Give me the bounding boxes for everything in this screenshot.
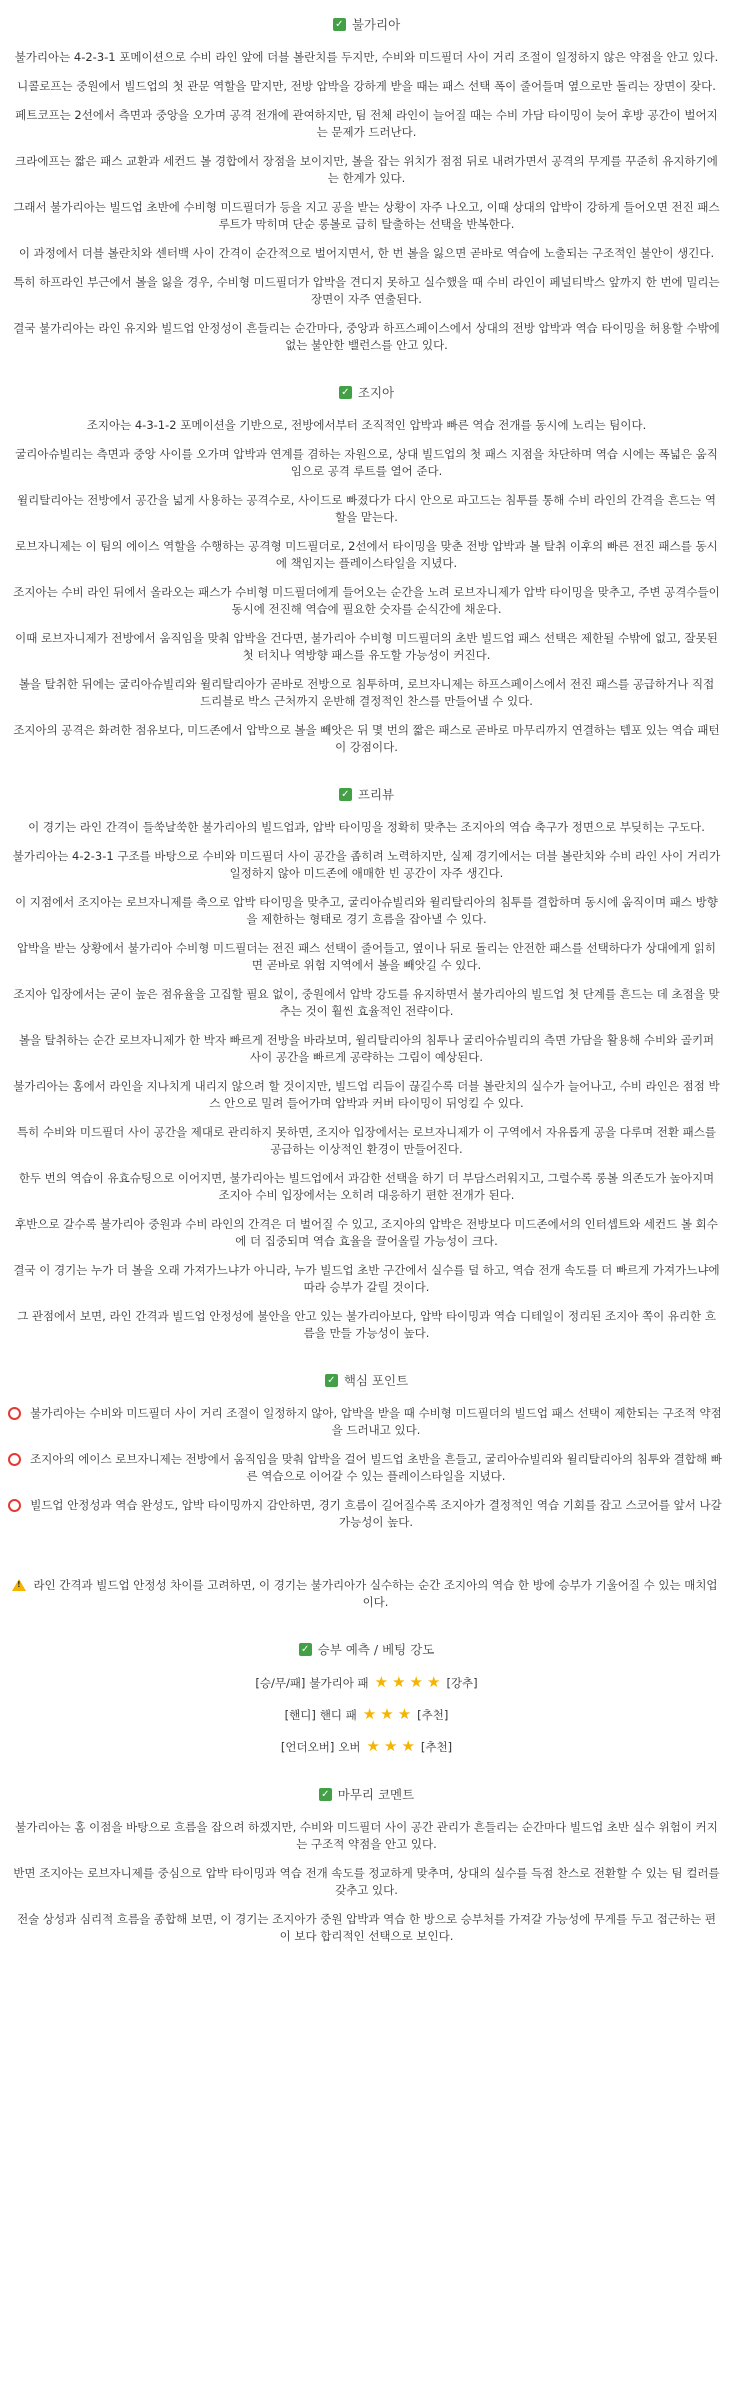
section-heading — [8, 1641, 725, 1658]
star-icon: ★ — [397, 1705, 412, 1723]
star-icon: ★ — [362, 1705, 377, 1723]
check-icon: ✓ — [325, 1374, 338, 1387]
paragraph: 이 과정에서 더블 볼란치와 센터백 사이 간격이 순간적으로 벌어지면서, 한 번 볼을 잃으면 곧바로 역습에 노출되는 구조적인 불안이 생긴다. — [18, 246, 715, 260]
paragraph: 불가리아는 4-2-3-1 포메이션으로 수비 라인 앞에 더블 볼란치를 두지만, 수비와 미드필더 사이 거리 조절이 일정하지 않은 약점을 안고 있다. — [14, 50, 719, 64]
warning-icon — [12, 1579, 26, 1591]
key-point — [8, 1497, 725, 1531]
paragraph: 조지아 입장에서는 굳이 높은 점유율을 고집할 필요 없이, 중원에서 압박 강도를 유지하면서 불가리아의 빌드업 첫 단계를 흔드는 데 초점을 맞추는 것이 훨씬 효율적인 전략이다. — [13, 987, 720, 1018]
key-point-text: 불가리아는 수비와 미드필더 사이 거리 조절이 일정하지 않아, 압박을 받을 때 수비형 미드필더의 빌드업 패스 선택이 제한되는 구조적 약점을 드러내고 있다. — [30, 1406, 722, 1437]
star-icon: ★ — [426, 1673, 441, 1691]
paragraph: 굴리아슈빌리는 측면과 중앙 사이를 오가며 압박과 연계를 겸하는 자원으로, 상대 빌드업의 첫 패스 지점을 차단하며 역습 시에는 폭넓은 움직임으로 공격 루트를 열어 준다. — [15, 447, 718, 478]
section-heading — [8, 384, 725, 401]
section-georgia — [8, 384, 725, 756]
check-icon: ✓ — [339, 788, 352, 801]
section-title: 핵심 포인트 — [343, 1373, 409, 1388]
paragraph: 특히 하프라인 부근에서 볼을 잃을 경우, 수비형 미드필더가 압박을 견디지 못하고 실수했을 때 수비 라인이 페널티박스 앞까지 한 번에 밀리는 장면이 자주 연출된다. — [13, 275, 720, 306]
star-icon: ★ — [374, 1673, 389, 1691]
section-title: 불가리아 — [351, 17, 401, 32]
paragraph: 한두 번의 역습이 유효슈팅으로 이어지면, 불가리아는 빌드업에서 과감한 선택을 하기 더 부담스러워지고, 그럴수록 롱볼 의존도가 높아지며 조지아 수비 입장에서는 오히려 대응하기 편한 전개가 된다. — [18, 1171, 715, 1202]
prediction-pick: 불가리아 패 — [309, 1675, 369, 1690]
paragraph: 결국 불가리아는 라인 유지와 빌드업 안정성이 흔들리는 순간마다, 중앙과 하프스페이스에서 상대의 전방 압박과 역습 타이밍을 허용할 수밖에 없는 불안한 밸런스를 안고 있다. — [13, 321, 720, 352]
red-circle-icon — [8, 1499, 21, 1512]
section-title: 조지아 — [357, 385, 395, 400]
check-icon: ✓ — [339, 386, 352, 399]
section-heading — [8, 786, 725, 803]
section-title: 마무리 코멘트 — [337, 1787, 415, 1802]
star-icon: ★ — [380, 1705, 394, 1723]
section-title: 프리뷰 — [357, 787, 395, 802]
check-icon: ✓ — [299, 1643, 312, 1656]
warning-text: 라인 간격과 빌드업 안정성 차이를 고려하면, 이 경기는 불가리아가 실수하는 순간 조지아의 역습 한 방에 승부가 기울어질 수 있는 매치업이다. — [33, 1578, 718, 1609]
paragraph: 윌리탈리아는 전방에서 공간을 넓게 사용하는 공격수로, 사이드로 빠졌다가 다시 안으로 파고드는 침투를 통해 수비 라인의 간격을 흔드는 역할을 맡는다. — [16, 493, 716, 524]
section-prediction — [8, 1641, 725, 1756]
paragraph: 조지아의 공격은 화려한 점유보다, 미드존에서 압박으로 볼을 빼앗은 뒤 몇 번의 짧은 패스로 곧바로 마무리까지 연결하는 템포 있는 역습 패턴이 강점이다. — [13, 723, 720, 754]
paragraph: 불가리아는 홈에서 라인을 지나치게 내리지 않으려 할 것이지만, 빌드업 리듬이 끊길수록 더블 볼란치의 실수가 늘어나고, 수비 라인은 점점 박스 안으로 밀려 들어가며 압박과 커버 타이밍이 뒤엉킬 수 있다. — [13, 1079, 720, 1110]
star-rating — [361, 1706, 413, 1724]
star-rating — [365, 1738, 417, 1756]
section-bulgaria — [8, 16, 725, 354]
paragraph: 불가리아는 홈 이점을 바탕으로 흐름을 잡으려 하겠지만, 수비와 미드필더 사이 공간 관리가 흔들리는 순간마다 빌드업 초반 실수 위험이 커지는 구조적 약점을 안고 있다. — [15, 1820, 718, 1851]
prediction-row — [8, 1738, 725, 1756]
paragraph: 볼을 탈취한 뒤에는 굴리아슈빌리와 윌리탈리아가 곧바로 전방으로 침투하며, 로브자니제는 하프스페이스에서 전진 패스를 공급하거나 직접 드리블로 박스 근처까지 운반해 결정적인 찬스를 만들어낼 수 있다. — [18, 677, 715, 708]
section-title: 승부 예측 / 베팅 강도 — [317, 1642, 435, 1657]
prediction-row — [8, 1674, 725, 1692]
section-heading — [8, 1786, 725, 1803]
prediction-strength: [추천] — [417, 1707, 449, 1722]
paragraph: 이 지점에서 조지아는 로브자니제를 축으로 압박 타이밍을 맞추고, 굴리아슈빌리와 윌리탈리아의 침투를 결합하며 동시에 움직이며 패스 방향을 제한하는 형태로 경기 흐름을 잡아낼 수 있다. — [15, 895, 718, 926]
paragraph: 페트코프는 2선에서 측면과 중앙을 오가며 공격 전개에 관여하지만, 팀 전체 라인이 늘어질 때는 수비 가담 타이밍이 늦어 후방 공간이 벌어지는 문제가 드러난다. — [15, 108, 718, 139]
key-point — [8, 1451, 725, 1485]
paragraph: 그 관점에서 보면, 라인 간격과 빌드업 안정성에 불안을 안고 있는 불가리아보다, 압박 타이밍과 역습 디테일이 정리된 조지아 쪽이 유리한 흐름을 만들 가능성이 높다. — [17, 1309, 716, 1340]
paragraph: 그래서 불가리아는 빌드업 초반에 수비형 미드필더가 등을 지고 공을 받는 상황이 자주 나오고, 이때 상대의 압박이 강하게 들어오면 전진 패스 루트가 막히며 단순 롱볼로 급히 탈출하는 선택을 반복한다. — [13, 200, 720, 231]
prediction-row — [8, 1706, 725, 1724]
section-key-points — [8, 1372, 725, 1611]
paragraph: 반면 조지아는 로브자니제를 중심으로 압박 타이밍과 역습 전개 속도를 정교하게 맞추며, 상대의 실수를 득점 찬스로 전환할 수 있는 팀 컬러를 갖추고 있다. — [13, 1866, 720, 1897]
red-circle-icon — [8, 1453, 21, 1466]
paragraph: 이 경기는 라인 간격이 들쑥날쑥한 불가리아의 빌드업과, 압박 타이밍을 정확히 맞추는 조지아의 역습 축구가 정면으로 부딪히는 구도다. — [28, 820, 705, 834]
paragraph: 전술 상성과 심리적 흐름을 종합해 보면, 이 경기는 조지아가 중원 압박과 역습 한 방으로 승부처를 가져갈 가능성에 무게를 두고 접근하는 편이 보다 합리적인 선택으로 보인다. — [17, 1912, 716, 1943]
section-heading — [8, 16, 725, 33]
prediction-pick: 핸디 패 — [319, 1707, 357, 1722]
paragraph: 니콜로프는 중원에서 빌드업의 첫 관문 역할을 맡지만, 전방 압박을 강하게 받을 때는 패스 선택 폭이 줄어들며 옆으로만 돌리는 장면이 잦다. — [17, 79, 716, 93]
star-rating — [373, 1674, 443, 1692]
paragraph: 후반으로 갈수록 불가리아 중원과 수비 라인의 간격은 더 벌어질 수 있고, 조지아의 압박은 전방보다 미드존에서의 인터셉트와 세컨드 볼 회수에 더 집중되며 역습 효율을 끌어올릴 가능성이 크다. — [15, 1217, 718, 1248]
key-point — [8, 1405, 725, 1439]
prediction-tag: [핸디] — [284, 1707, 316, 1722]
star-icon: ★ — [366, 1737, 380, 1755]
star-icon: ★ — [392, 1673, 406, 1691]
paragraph: 크라에프는 짧은 패스 교환과 세컨드 볼 경합에서 장점을 보이지만, 볼을 잡는 위치가 점점 뒤로 내려가면서 공격의 무게를 꾸준히 유지하기에는 한계가 있다. — [15, 154, 718, 185]
paragraph: 볼을 탈취하는 순간 로브자니제가 한 박자 빠르게 전방을 바라보며, 윌리탈리아의 침투나 굴리아슈빌리의 측면 가담을 활용해 수비와 골키퍼 사이 공간을 빠르게 공략하는 그림이 예상된다. — [18, 1033, 715, 1064]
prediction-strength: [강추] — [446, 1675, 478, 1690]
section-preview — [8, 786, 725, 1342]
prediction-pick: 오버 — [338, 1739, 361, 1754]
check-icon: ✓ — [333, 18, 346, 31]
key-point-text: 조지아의 에이스 로브자니제는 전방에서 움직임을 맞춰 압박을 걸어 빌드업 초반을 흔들고, 굴리아슈빌리와 윌리탈리아의 침투와 결합해 빠른 역습으로 이어갈 수 있는 플레이스타일을 지녔다. — [30, 1452, 722, 1483]
section-heading — [8, 1372, 725, 1389]
prediction-tag: [언더오버] — [280, 1739, 335, 1754]
paragraph: 로브자니제는 이 팀의 에이스 역할을 수행하는 공격형 미드필더로, 2선에서 타이밍을 맞춘 전방 압박과 볼 탈취 이후의 빠른 전진 패스를 동시에 책임지는 플레이스타일을 지녔다. — [15, 539, 718, 570]
prediction-strength: [추천] — [420, 1739, 453, 1754]
prediction-tag: [승/무/패] — [255, 1675, 306, 1690]
red-circle-icon — [8, 1407, 21, 1420]
warning-note — [8, 1577, 725, 1611]
paragraph: 압박을 받는 상황에서 불가리아 수비형 미드필더는 전진 패스 선택이 줄어들고, 옆이나 뒤로 돌리는 안전한 패스를 선택하다가 상대에게 읽히면 곧바로 위험 지역에서 볼을 빼앗길 수 있다. — [16, 941, 716, 972]
paragraph: 결국 이 경기는 누가 더 볼을 오래 가져가느냐가 아니라, 누가 빌드업 초반 구간에서 실수를 덜 하고, 역습 전개 속도를 더 빠르게 가져가느냐에 따라 승부가 갈릴 것이다. — [13, 1263, 720, 1294]
star-icon: ★ — [409, 1673, 423, 1691]
check-icon: ✓ — [319, 1788, 332, 1801]
paragraph: 이때 로브자니제가 전방에서 움직임을 맞춰 압박을 건다면, 불가리아 수비형 미드필더의 초반 빌드업 패스 선택은 제한될 수밖에 없고, 잘못된 첫 터치나 역방향 패스를 유도할 가능성이 커진다. — [15, 631, 718, 662]
paragraph: 조지아는 수비 라인 뒤에서 올라오는 패스가 수비형 미드필더에게 들어오는 순간을 노려 로브자니제가 압박 타이밍을 맞추고, 주변 공격수들이 동시에 전진해 역습에 필요한 숫자를 순식간에 채운다. — [13, 585, 720, 616]
paragraph: 불가리아는 4-2-3-1 구조를 바탕으로 수비와 미드필더 사이 공간을 좁히려 노력하지만, 실제 경기에서는 더블 볼란치와 수비 라인 사이 거리가 일정하지 않아 미드존에 애매한 빈 공간이 자주 생긴다. — [12, 849, 721, 880]
paragraph: 특히 수비와 미드필더 사이 공간을 제대로 관리하지 못하면, 조지아 입장에서는 로브자니제가 이 구역에서 자유롭게 공을 다루며 전환 패스를 공급하는 이상적인 환경이 만들어진다. — [16, 1125, 716, 1156]
key-point-text: 빌드업 안정성과 역습 완성도, 압박 타이밍까지 감안하면, 경기 흐름이 길어질수록 조지아가 결정적인 역습 기회를 잡고 스코어를 앞서 나갈 가능성이 높다. — [30, 1498, 722, 1529]
star-icon: ★ — [401, 1737, 415, 1755]
section-closing — [8, 1786, 725, 1945]
star-icon: ★ — [383, 1737, 398, 1755]
paragraph: 조지아는 4-3-1-2 포메이션을 기반으로, 전방에서부터 조직적인 압박과 빠른 역습 전개를 동시에 노리는 팀이다. — [86, 418, 647, 432]
